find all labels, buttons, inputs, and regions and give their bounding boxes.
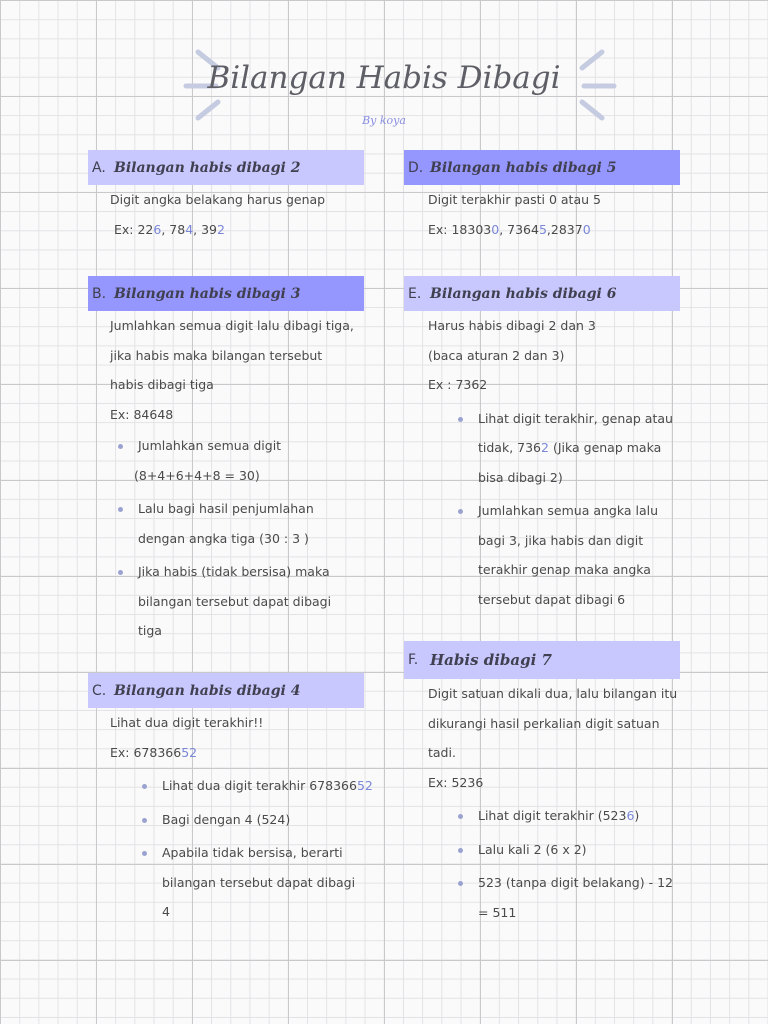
page-subtitle: By koya: [362, 114, 406, 127]
section-a-heading: Bilangan habis dibagi 2: [114, 159, 301, 176]
section-c-heading: Bilangan habis dibagi 4: [114, 682, 301, 699]
section-b-bullet-cont: (8+4+6+4+8 = 30): [134, 467, 260, 483]
section-c-bullet-cont: bilangan tersebut dapat dibagi: [162, 874, 356, 890]
section-c-letter: C.: [92, 682, 107, 699]
section-e-bullet-cont: tersebut dapat dibagi 6: [478, 591, 626, 607]
section-b-line: habis dibagi tiga: [110, 377, 214, 392]
section-f-bullet-cont: = 511: [478, 904, 517, 920]
section-f-heading: Habis dibagi 7: [430, 651, 552, 669]
section-e-example: Ex : 7362: [428, 377, 488, 392]
section-f-example: Ex: 5236: [428, 774, 484, 790]
section-b-heading: Bilangan habis dibagi 3: [114, 285, 301, 302]
section-c-bullet: Lihat dua digit terakhir 67836652: [162, 771, 364, 801]
section-b: [88, 276, 364, 646]
section-b-bullet-cont: dengan angka tiga (30 : 3 ): [138, 530, 309, 546]
section-b-bullet-cont: tiga: [138, 623, 162, 638]
section-a-letter: A.: [92, 159, 106, 176]
section-f-bullet: Lihat digit terakhir (5236): [478, 801, 680, 831]
section-b-letter: B.: [92, 285, 107, 302]
section-f-bullet: 523 (tanpa digit belakang) - 12: [478, 868, 680, 898]
section-f-letter: F.: [408, 652, 419, 668]
section-f-bullet: Lalu kali 2 (6 x 2): [478, 835, 680, 865]
section-e-line: (baca aturan 2 dan 3): [428, 347, 565, 363]
section-b-bullet-cont: bilangan tersebut dapat dibagi: [138, 593, 332, 609]
section-e: [404, 276, 680, 614]
section-c-example: Ex: 67836652: [110, 744, 198, 760]
section-b-bullet: Jumlahkan semua digit: [138, 431, 364, 461]
section-e-header: [404, 276, 680, 311]
section-e-letter: E.: [408, 285, 422, 302]
section-c-bullet: Apabila tidak bersisa, berarti: [162, 838, 364, 868]
section-d-letter: D.: [408, 159, 424, 176]
section-d-header: [404, 150, 680, 185]
section-e-bullet: Jumlahkan semua angka lalu: [478, 496, 680, 526]
section-a: [88, 150, 364, 244]
section-a-rule: Digit angka belakang harus genap: [110, 192, 326, 207]
section-b-line: jika habis maka bilangan tersebut: [110, 347, 323, 363]
section-f-line: Digit satuan dikali dua, lalu bilangan itu: [428, 686, 678, 701]
section-b-line: Jumlahkan semua digit lalu dibagi tiga,: [110, 318, 354, 333]
section-b-header: [88, 276, 364, 311]
section-a-example: Ex: 226, 784, 392: [114, 221, 225, 237]
section-e-bullet-cont: bagi 3, jika habis dan digit: [478, 532, 644, 548]
section-e-bullet-cont: terakhir genap maka angka: [478, 562, 651, 577]
section-b-example: Ex: 84648: [110, 406, 174, 422]
section-d-heading: Bilangan habis dibagi 5: [430, 159, 617, 176]
section-d-example: Ex: 183030, 73645,28370: [428, 221, 591, 237]
section-c-bullet-cont: 4: [162, 904, 170, 919]
section-e-heading: Bilangan habis dibagi 6: [430, 285, 617, 302]
section-d: [404, 150, 680, 244]
section-c-bullet: Bagi dengan 4 (524): [162, 805, 364, 835]
section-f-header: [404, 641, 680, 679]
section-b-bullet: Lalu bagi hasil penjumlahan: [138, 494, 364, 524]
section-e-bullet: Lihat digit terakhir, genap atau: [478, 404, 680, 434]
section-b-bullet: Jika habis (tidak bersisa) maka: [138, 557, 364, 587]
section-e-line: Harus habis dibagi 2 dan 3: [428, 318, 596, 333]
page-title: Bilangan Habis Dibagi: [207, 60, 561, 96]
section-f: [404, 641, 680, 927]
section-e-bullet-cont: tidak, 7362 (Jika genap maka: [478, 440, 662, 455]
section-c: [88, 673, 373, 927]
section-f-line: tadi.: [428, 745, 456, 760]
section-f-line: dikurangi hasil perkalian digit satuan: [428, 715, 660, 731]
section-c-rule: Lihat dua digit terakhir!!: [110, 715, 264, 730]
section-d-rule: Digit terakhir pasti 0 atau 5: [428, 192, 601, 207]
section-e-bullet-cont: bisa dibagi 2): [478, 469, 563, 485]
section-a-header: [88, 150, 364, 185]
section-c-header: [88, 673, 364, 708]
